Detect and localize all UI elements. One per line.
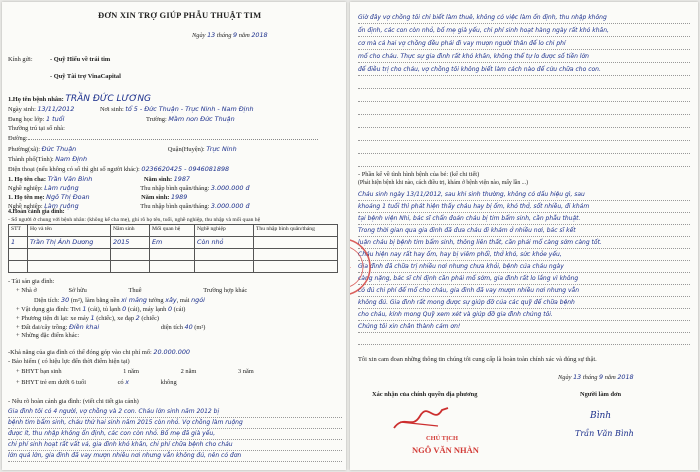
form-date: Ngày 13 tháng 9 năm 2018 [192,31,268,39]
continued-line [358,90,690,102]
area-row: Diện tích: 30 (m²), làm bằng nền xi măng tường xây, mái ngói [34,296,205,304]
stamp-name: NGÔ VĂN NHÀN [412,445,479,455]
medical-line: Cháu hiện nay rất hay ốm, hay bị viêm phổi, thở khó, sức khỏe yếu, [358,249,690,261]
insurance-row-1: + BHYT bạn sinh 1 năm 2 năm 3 năm [16,368,254,375]
medical-heading: - Phần kể về tình hình bệnh của bé: (kể chi tiết) [358,171,480,178]
vehicles-row: + Phương tiện đi lại: xe máy 1 (chiếc), xe đạp 2 (chiếc) [16,314,160,322]
residence-label: Thường trú tại số nhà: [8,125,65,132]
ward-district-row: Phường(xã): Đức Thuận Quận(Huyện): Trực Ninh [8,145,237,153]
medical-line: Trong thời gian qua gia đình đã đưa cháu đi khám ở nhiều nơi, bác sĩ kết [358,225,690,237]
continued-line: để điều trị cho cháu, vợ chồng tôi không biết làm cách nào để cứu chữa cho con. [358,64,690,76]
medical-line: không đủ. Gia đình rất mong được sự giúp đỡ của các quỹ để chữa bệnh [358,297,690,309]
circumstances-line: bệnh tim bẩm sinh, cháu thứ hai sinh năm 2015 còn nhỏ. Vợ chồng làm ruộng [8,418,342,429]
circumstances-line: lớn quá lớn, gia đình đã vay mượn nhiều nơi nhưng vẫn không đủ, nên có đơn [8,451,342,462]
recipient-2: - Quỹ Tài trợ VinaCapital [50,73,121,80]
city-row: Thành phố(Tỉnh): Nam Định [8,155,88,163]
table-row [9,249,338,261]
other-features-row: + Những đặc điểm khác: [16,332,80,339]
application-form-page [2,2,346,470]
signing-date: Ngày 13 tháng 9 năm 2018 [558,373,634,381]
continued-line [358,116,690,128]
circumstances-heading: - Nêu rõ hoàn cảnh gia đình: (viết chi tiết gia cảnh) [8,398,139,405]
medical-line: tại bệnh viện Nhi, bác sĩ chẩn đoán cháu bị tim bẩm sinh, cần phẫu thuật. [358,213,690,225]
local-authority-label: Xác nhận của chính quyền địa phương [372,391,478,398]
continued-line [358,155,690,167]
applicant-name: Trần Văn Bình [575,429,634,438]
medical-line: Chúng tôi xin chân thành cảm ơn! [358,321,690,333]
phone-row: Điện thoại (nếu không có số thì ghi số người khác): 0236620425 - 0946081898 [8,165,230,173]
contribution-row: -Khả năng của gia đình có thể đóng góp vào chi phí mổ: 20.000.000 [8,348,190,356]
medical-line: có đủ chi phí để mổ cho cháu, gia đình đã vay mượn nhiều nơi nhưng vẫn [358,285,690,297]
medical-note: (Phát hiện bệnh khi nào, cách điều trị, khám ở bệnh viện nào, mấy lần ...) [358,180,529,186]
school-row: Đang học lớp: 1 tuổi Trường: Mầm non Đức Thuận [8,115,235,123]
table-row [9,261,338,273]
addressee-label: Kính gửi: [8,56,33,63]
svg-text:★: ★ [346,265,352,272]
continued-line: ổn định, các con còn nhỏ, bố mẹ già yếu, chi phí sinh hoạt hàng ngày rất khó khăn, [358,25,690,37]
medical-line: càng nặng, bác sĩ chỉ định cần phải mổ sớm, gia đình rất lo lắng vì không [358,273,690,285]
circumstances-line: được ít, thu nhập không ổn định, các con còn nhỏ. Bố mẹ đã già yếu, [8,429,342,440]
col-yob: Năm sinh [111,225,150,237]
mother-job-row: Nghề nghiệp: Làm ruộng Thu nhập bình quân/tháng: 3.000.000 đ [8,202,250,210]
household-table-header [9,225,338,237]
continued-line [358,77,690,89]
insurance-row-2: + BHYT trẻ em dưới 6 tuổi có x không [16,378,177,386]
mother-row: 1. Họ tên mẹ: Ngô Thị Đoan Năm sinh: 1989 [8,193,188,201]
col-stt: STT [9,225,28,237]
continued-line: cơ mà cả hai vợ chồng đều phải đi vay mượn người thân để lo chi phí [358,38,690,50]
street-row: Đường: [8,136,318,142]
medical-line [358,333,690,345]
household-items-row: + Vật dụng gia đình: Tivi 1 (cái), tủ lạnh 0 (cái), máy lạnh 0 (cái) [16,305,186,313]
patient-name-row: 1.Họ tên bệnh nhân: TRẦN ĐỨC LƯƠNG [8,94,152,104]
land-row: + Đất đai/cây trồng: Điền khai diện tích 40 (m²) [16,323,206,331]
col-relation: Mối quan hệ [150,225,195,237]
house-row: + Nhà ở Sở hữu Thuê Trường hợp khác [16,287,248,294]
applicant-signature: Bình [590,411,612,421]
continued-line: Giờ đây vợ chồng tôi chỉ biết làm thuê, không có việc làm ổn định, thu nhập không [358,12,690,24]
continued-line [358,142,690,154]
seal-stamp-edge [346,232,376,302]
father-row: 1. Họ tên cha: Trần Văn Bình Năm sinh: 1987 [8,175,190,183]
page-title: ĐƠN XIN TRỢ GIÚP PHẪU THUẬT TIM [98,10,262,20]
col-name: Họ và tên [28,225,111,237]
assets-heading: - Tài sản gia đình: [8,278,55,285]
continued-line: mổ cho cháu. Thực sự gia đình rất khó khăn, không thể tự lo được số tiền lớn [358,51,690,63]
application-form-continued-page [346,2,698,470]
father-job-row: Nghề nghiệp: Làm ruộng Thu nhập bình quân/tháng: 3.000.000 đ [8,184,250,192]
circumstances-line: Gia đình tôi có 4 người, vợ chồng và 2 con. Cháu lớn sinh năm 2012 bị [8,407,342,418]
stamp-title: CHỦ TỊCH [426,435,459,442]
medical-line: Gia đình đã chữa trị nhiều nơi nhưng chưa khỏi, bệnh của cháu ngày [358,261,690,273]
medical-line: cho cháu, kính mong Quỹ xem xét và giúp đỡ gia đình chúng tôi. [358,309,690,321]
household-note: - Số người ở chung với bệnh nhân: (không kể cha mẹ), ghi rõ họ tên, tuổi, nghề nghiệp, thu nhập và mối quan hệ [8,217,261,223]
chairman-signature [390,404,460,434]
table-row: 1 Trần Thị Ánh Dương 2015 Em Còn nhỏ [9,237,338,249]
recipient-1: - Quỹ Hiểu về trái tim [50,56,111,63]
insurance-heading: - Bảo hiểm ( có hiệu lực đến thời điểm hiện tại) [8,358,130,365]
medical-line: khoảng 1 tuổi thì phát hiện thấy cháu hay bị ốm, khó thở, sốt nhiều, đi khám [358,201,690,213]
circumstances-line: chi phí sinh hoạt rất vất vả, gia đình khó khăn, chi phí chữa bệnh cho cháu [8,440,342,451]
continued-line [358,103,690,115]
household-table [8,224,338,273]
medical-line: Cháu sinh ngày 13/11/2012, sau khi sinh thường, không có dấu hiệu gì, sau [358,189,690,201]
medical-line: luận cháu bị bệnh tim bẩm sinh, thông liên thất, cần phải mổ càng sớm càng tốt. [358,237,690,249]
birth-row: Ngày sinh: 13/11/2012 Nơi sinh: tổ 5 - Đức Thuận - Trực Ninh - Nam Định [8,105,254,113]
continued-line [358,129,690,141]
col-income: Thu nhập bình quân/tháng [254,225,338,237]
col-job: Nghề nghiệp [195,225,254,237]
applicant-label: Người làm đơn [580,391,622,398]
family-situation-heading: 4.Hoàn cảnh gia đình: [8,209,65,215]
pledge-text: Tôi xin cam đoan những thông tin chúng tôi cung cấp là hoàn toàn chính xác và đúng sự thật. [358,356,597,363]
